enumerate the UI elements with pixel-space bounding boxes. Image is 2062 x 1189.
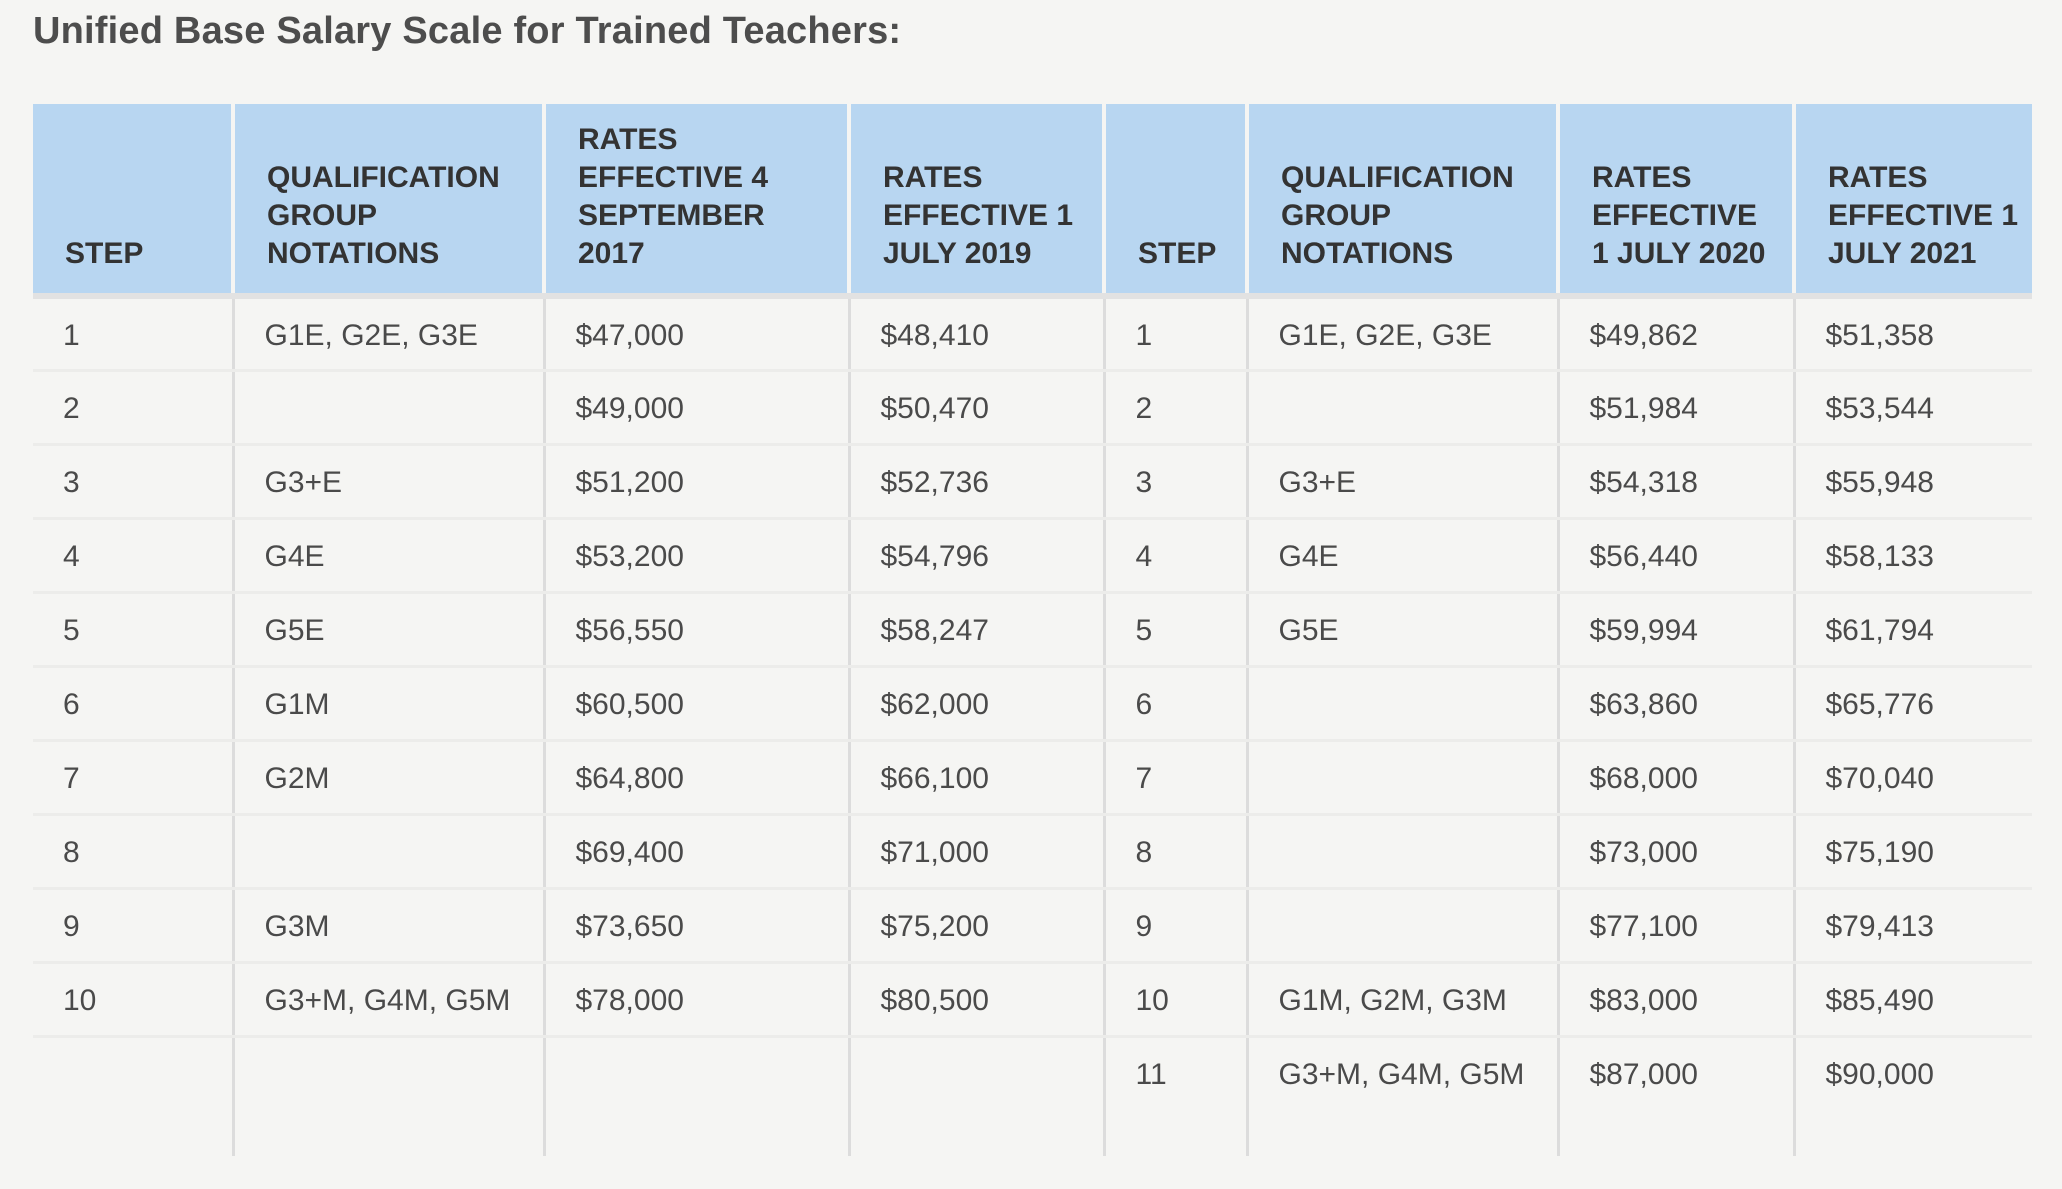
rate-2020-cell: $51,984	[1558, 370, 1794, 444]
rate-2020-cell: $83,000	[1558, 962, 1794, 1036]
step-cell: 1	[33, 296, 233, 370]
rate-2017-cell: $51,200	[544, 444, 849, 518]
rate-2017-cell	[544, 1036, 849, 1156]
step-cell-2: 4	[1104, 518, 1247, 592]
step-cell: 8	[33, 814, 233, 888]
table-row	[33, 370, 2032, 444]
qualification-cell-2	[1247, 888, 1558, 962]
table-header	[33, 104, 2032, 296]
rate-2021-cell: $58,133	[1794, 518, 2032, 592]
rate-2019-cell: $54,796	[849, 518, 1104, 592]
step-cell: 9	[33, 888, 233, 962]
table-row	[33, 740, 2032, 814]
rate-2017-cell: $53,200	[544, 518, 849, 592]
step-cell: 3	[33, 444, 233, 518]
rate-2019-cell	[849, 1036, 1104, 1156]
rate-2020-cell: $54,318	[1558, 444, 1794, 518]
rate-2019-cell: $66,100	[849, 740, 1104, 814]
qualification-cell-2: G1E, G2E, G3E	[1247, 296, 1558, 370]
step-cell-2: 9	[1104, 888, 1247, 962]
page-title: Unified Base Salary Scale for Trained Teachers:	[33, 10, 902, 52]
rate-2019-cell: $80,500	[849, 962, 1104, 1036]
rate-2017-cell: $49,000	[544, 370, 849, 444]
step-cell	[33, 1036, 233, 1156]
rate-2020-cell: $63,860	[1558, 666, 1794, 740]
rate-2020-cell: $59,994	[1558, 592, 1794, 666]
step-cell-2: 3	[1104, 444, 1247, 518]
qualification-cell: G3M	[233, 888, 544, 962]
rate-2017-cell: $47,000	[544, 296, 849, 370]
step-cell: 6	[33, 666, 233, 740]
rate-2021-cell: $75,190	[1794, 814, 2032, 888]
step-cell: 5	[33, 592, 233, 666]
qualification-cell: G2M	[233, 740, 544, 814]
rate-2021-cell: $55,948	[1794, 444, 2032, 518]
table-row	[33, 888, 2032, 962]
rate-2017-cell: $56,550	[544, 592, 849, 666]
rate-2021-cell: $61,794	[1794, 592, 2032, 666]
table-row	[33, 666, 2032, 740]
table-row	[33, 592, 2032, 666]
rate-2019-cell: $71,000	[849, 814, 1104, 888]
header-qualification-group-notations-2: QUALIFICATION GROUP NOTATIONS	[1247, 104, 1558, 296]
rate-2020-cell: $68,000	[1558, 740, 1794, 814]
table-row	[33, 1036, 2032, 1156]
step-cell-2: 2	[1104, 370, 1247, 444]
qualification-cell: G1E, G2E, G3E	[233, 296, 544, 370]
qualification-cell-2	[1247, 814, 1558, 888]
rate-2017-cell: $73,650	[544, 888, 849, 962]
rate-2017-cell: $78,000	[544, 962, 849, 1036]
header-step-2: STEP	[1104, 104, 1247, 296]
qualification-cell: G4E	[233, 518, 544, 592]
step-cell-2: 1	[1104, 296, 1247, 370]
header-row	[33, 104, 2032, 296]
rate-2021-cell: $90,000	[1794, 1036, 2032, 1156]
qualification-cell: G1M	[233, 666, 544, 740]
rate-2020-cell: $56,440	[1558, 518, 1794, 592]
rate-2019-cell: $50,470	[849, 370, 1104, 444]
qualification-cell-2: G4E	[1247, 518, 1558, 592]
qualification-cell-2: G3+E	[1247, 444, 1558, 518]
step-cell: 4	[33, 518, 233, 592]
step-cell: 7	[33, 740, 233, 814]
table-row	[33, 444, 2032, 518]
qualification-cell-2	[1247, 666, 1558, 740]
rate-2019-cell: $52,736	[849, 444, 1104, 518]
rate-2021-cell: $65,776	[1794, 666, 2032, 740]
header-qualification-group-notations: QUALIFICATION GROUP NOTATIONS	[233, 104, 544, 296]
rate-2021-cell: $85,490	[1794, 962, 2032, 1036]
rate-2021-cell: $53,544	[1794, 370, 2032, 444]
header-rates-2017: RATES EFFECTIVE 4 SEPTEMBER 2017	[544, 104, 849, 296]
qualification-cell	[233, 370, 544, 444]
qualification-cell: G3+M, G4M, G5M	[233, 962, 544, 1036]
table-row	[33, 814, 2032, 888]
qualification-cell-2: G5E	[1247, 592, 1558, 666]
rate-2019-cell: $62,000	[849, 666, 1104, 740]
rate-2017-cell: $60,500	[544, 666, 849, 740]
rate-2021-cell: $79,413	[1794, 888, 2032, 962]
rate-2019-cell: $75,200	[849, 888, 1104, 962]
qualification-cell-2	[1247, 370, 1558, 444]
step-cell-2: 5	[1104, 592, 1247, 666]
step-cell: 10	[33, 962, 233, 1036]
rate-2017-cell: $64,800	[544, 740, 849, 814]
header-rates-2020: RATES EFFECTIVE 1 JULY 2020	[1558, 104, 1794, 296]
qualification-cell	[233, 814, 544, 888]
qualification-cell: G5E	[233, 592, 544, 666]
rate-2021-cell: $70,040	[1794, 740, 2032, 814]
qualification-cell-2: G3+M, G4M, G5M	[1247, 1036, 1558, 1156]
step-cell-2: 6	[1104, 666, 1247, 740]
step-cell-2: 7	[1104, 740, 1247, 814]
step-cell-2: 11	[1104, 1036, 1247, 1156]
qualification-cell	[233, 1036, 544, 1156]
qualification-cell-2: G1M, G2M, G3M	[1247, 962, 1558, 1036]
rate-2019-cell: $48,410	[849, 296, 1104, 370]
step-cell: 2	[33, 370, 233, 444]
step-cell-2: 8	[1104, 814, 1247, 888]
header-step: STEP	[33, 104, 233, 296]
header-rates-2021: RATES EFFECTIVE 1 JULY 2021	[1794, 104, 2032, 296]
salary-scale-table	[33, 104, 2032, 1156]
header-rates-2019: RATES EFFECTIVE 1 JULY 2019	[849, 104, 1104, 296]
table-row	[33, 962, 2032, 1036]
qualification-cell: G3+E	[233, 444, 544, 518]
rate-2020-cell: $73,000	[1558, 814, 1794, 888]
step-cell-2: 10	[1104, 962, 1247, 1036]
rate-2020-cell: $49,862	[1558, 296, 1794, 370]
table-row	[33, 296, 2032, 370]
rate-2020-cell: $87,000	[1558, 1036, 1794, 1156]
table-row	[33, 518, 2032, 592]
rate-2021-cell: $51,358	[1794, 296, 2032, 370]
qualification-cell-2	[1247, 740, 1558, 814]
rate-2017-cell: $69,400	[544, 814, 849, 888]
rate-2019-cell: $58,247	[849, 592, 1104, 666]
table-body	[33, 296, 2032, 1156]
rate-2020-cell: $77,100	[1558, 888, 1794, 962]
